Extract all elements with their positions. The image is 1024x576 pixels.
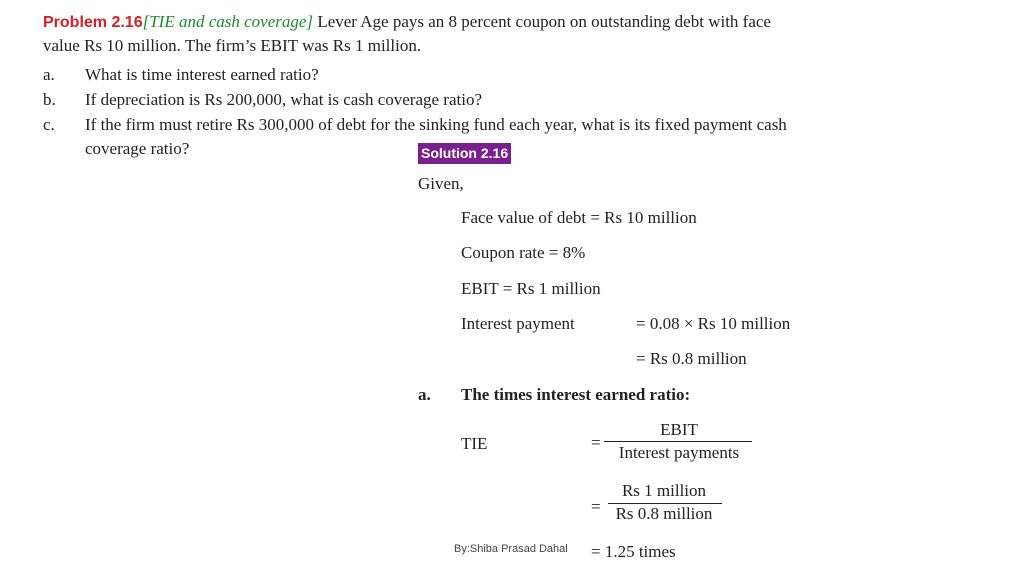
fraction-1-numerator: EBIT	[660, 420, 698, 439]
problem-topic: [TIE and cash coverage]	[142, 12, 314, 31]
question-a-letter: a.	[43, 65, 55, 84]
fraction-2-denominator: Rs 0.8 million	[615, 504, 713, 523]
solution-badge: Solution 2.16	[418, 143, 511, 164]
problem-label: Problem 2.16	[43, 14, 143, 31]
result-line: = 1.25 times	[591, 542, 676, 561]
question-c-text-continued: coverage ratio?	[85, 139, 190, 158]
equals-sign-1: =	[591, 433, 601, 452]
interest-payment-label: Interest payment	[461, 314, 575, 333]
given-label: Given,	[418, 174, 464, 193]
coupon-rate-line: Coupon rate = 8%	[461, 243, 586, 262]
problem-statement-line-2: value Rs 10 million. The firm’s EBIT was Rs 1 million.	[43, 36, 422, 55]
question-c-letter: c.	[43, 115, 55, 134]
fraction-2-numerator: Rs 1 million	[621, 481, 707, 500]
ebit-line: EBIT = Rs 1 million	[461, 279, 601, 298]
part-a-title: The times interest earned ratio:	[461, 385, 691, 404]
author-credit: By:Shiba Prasad Dahal	[454, 543, 568, 555]
interest-calc: = 0.08 × Rs 10 million	[636, 314, 791, 333]
fraction-1-bar	[604, 441, 752, 442]
question-b-text: If depreciation is Rs 200,000, what is cash coverage ratio?	[85, 90, 483, 109]
problem-text: Lever Age pays an 8 percent coupon on outstanding debt with face	[313, 12, 771, 31]
fraction-1-denominator: Interest payments	[618, 443, 740, 462]
question-a-text: What is time interest earned ratio?	[85, 65, 319, 84]
problem-statement-line-1	[43, 10, 771, 35]
face-value-line: Face value of debt = Rs 10 million	[461, 208, 697, 227]
tie-label: TIE	[461, 434, 488, 453]
interest-result: = Rs 0.8 million	[636, 349, 747, 368]
question-b-letter: b.	[43, 90, 56, 109]
question-c-text: If the firm must retire Rs 300,000 of debt for the sinking fund each year, what is its fixed payment cash	[85, 115, 787, 134]
equals-sign-2: =	[591, 497, 601, 516]
part-a-letter: a.	[418, 385, 431, 404]
